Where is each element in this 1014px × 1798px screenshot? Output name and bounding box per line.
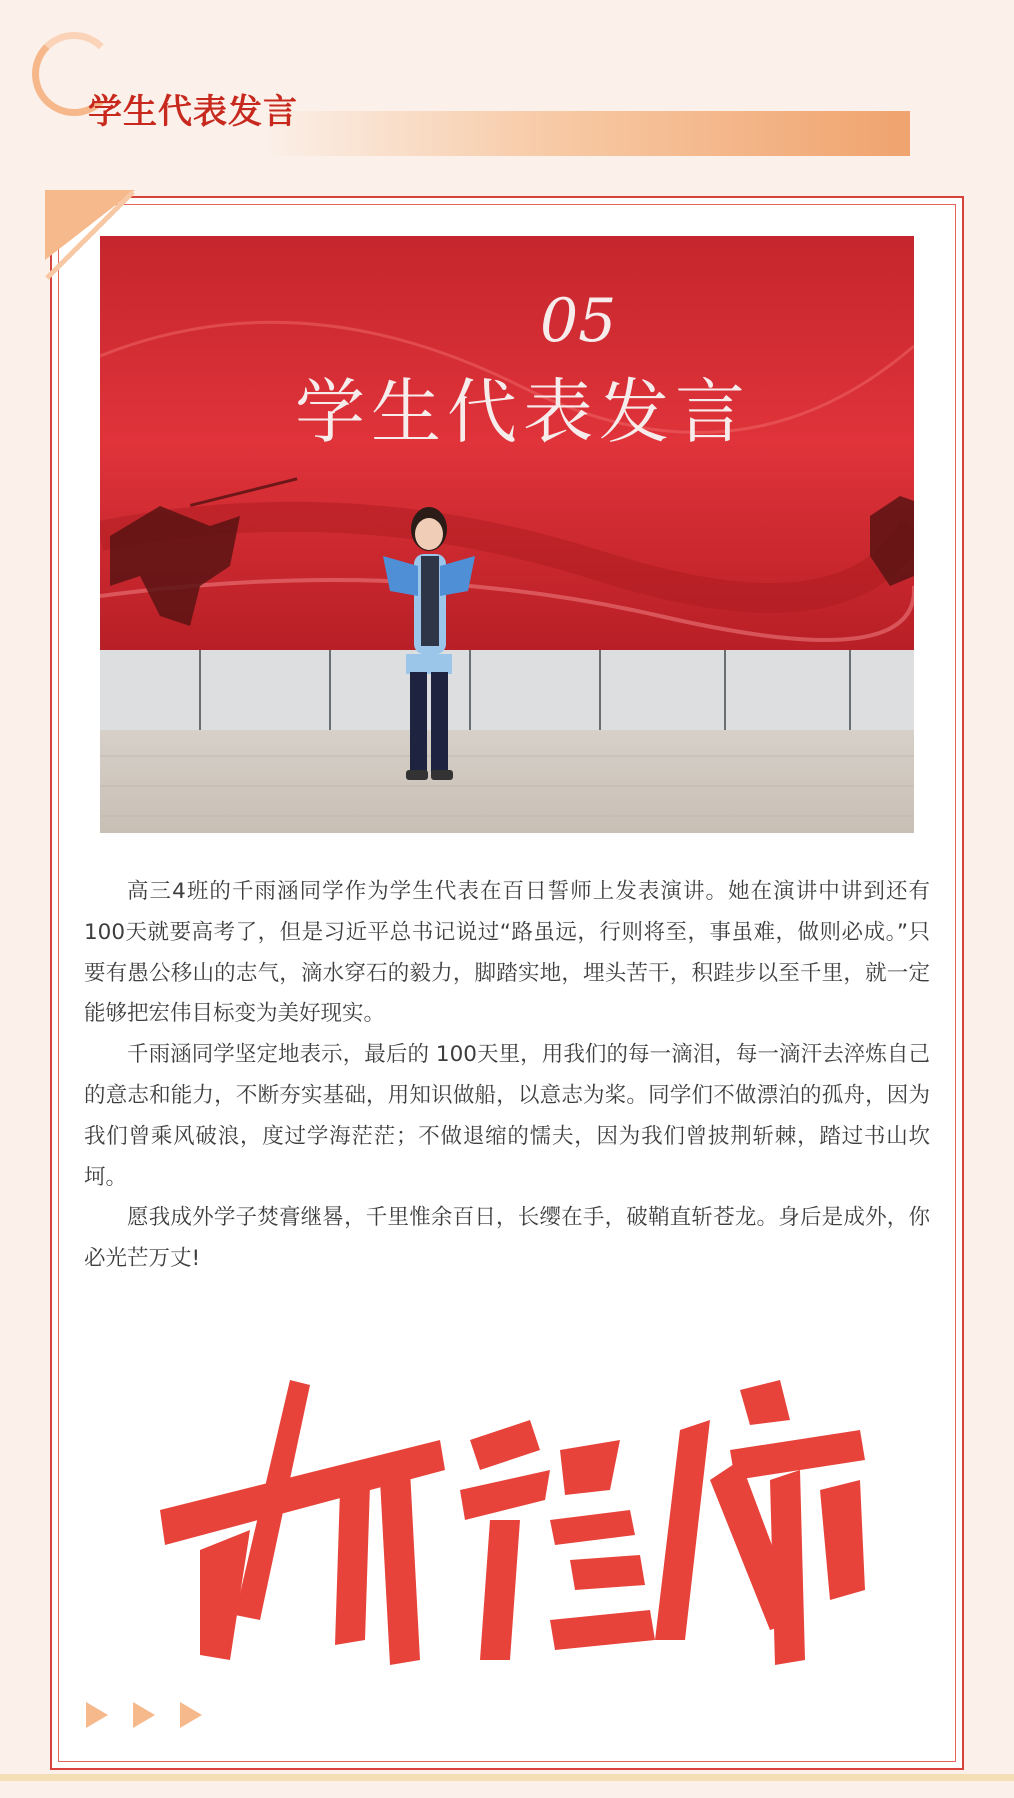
slogan-text: 前程似锦	[508, 1660, 512, 1661]
section-header	[0, 0, 1014, 170]
event-photo	[100, 236, 914, 833]
paragraph: 千雨涵同学坚定地表示，最后的 100天里，用我们的每一滴泪，每一滴汗去淬炼自己的意志和能力，不断夯实基础，用知识做船，以意志为桨。同学们不做漂泊的孤舟，因为我们曾乘风破浪，度过学海茫茫；不做退缩的懦夫，因为我们曾披荆斩棘，踏过书山坎坷。	[84, 1042, 930, 1190]
header-gradient-bar	[270, 111, 910, 156]
paragraph: 愿我成外学子焚膏继晷，千里惟余百日，长缨在手，破鞘直斩苍龙。身后是成外，你必光芒万丈!	[84, 1205, 930, 1272]
paragraph: 高三4班的千雨涵同学作为学生代表在百日誓师上发表演讲。她在演讲中讲到还有100天就要高考了，但是习近平总书记说过“路虽远，行则将至，事虽难，做则必成。”只要有愚公移山的志气，滴水穿石的毅力，脚踏实地，埋头苦干，积跬步以至千里，就一定能够把宏伟目标变为美好现实。	[84, 879, 930, 1027]
article-body	[84, 872, 930, 1280]
bottom-divider	[0, 1774, 1014, 1781]
triangle-arrow-icon	[86, 1700, 216, 1730]
slogan-calligraphy	[140, 1360, 880, 1670]
banner-number: 05	[540, 286, 617, 356]
section-title: 学生代表发言	[88, 92, 298, 132]
banner-title: 学生代表发言	[295, 371, 751, 453]
